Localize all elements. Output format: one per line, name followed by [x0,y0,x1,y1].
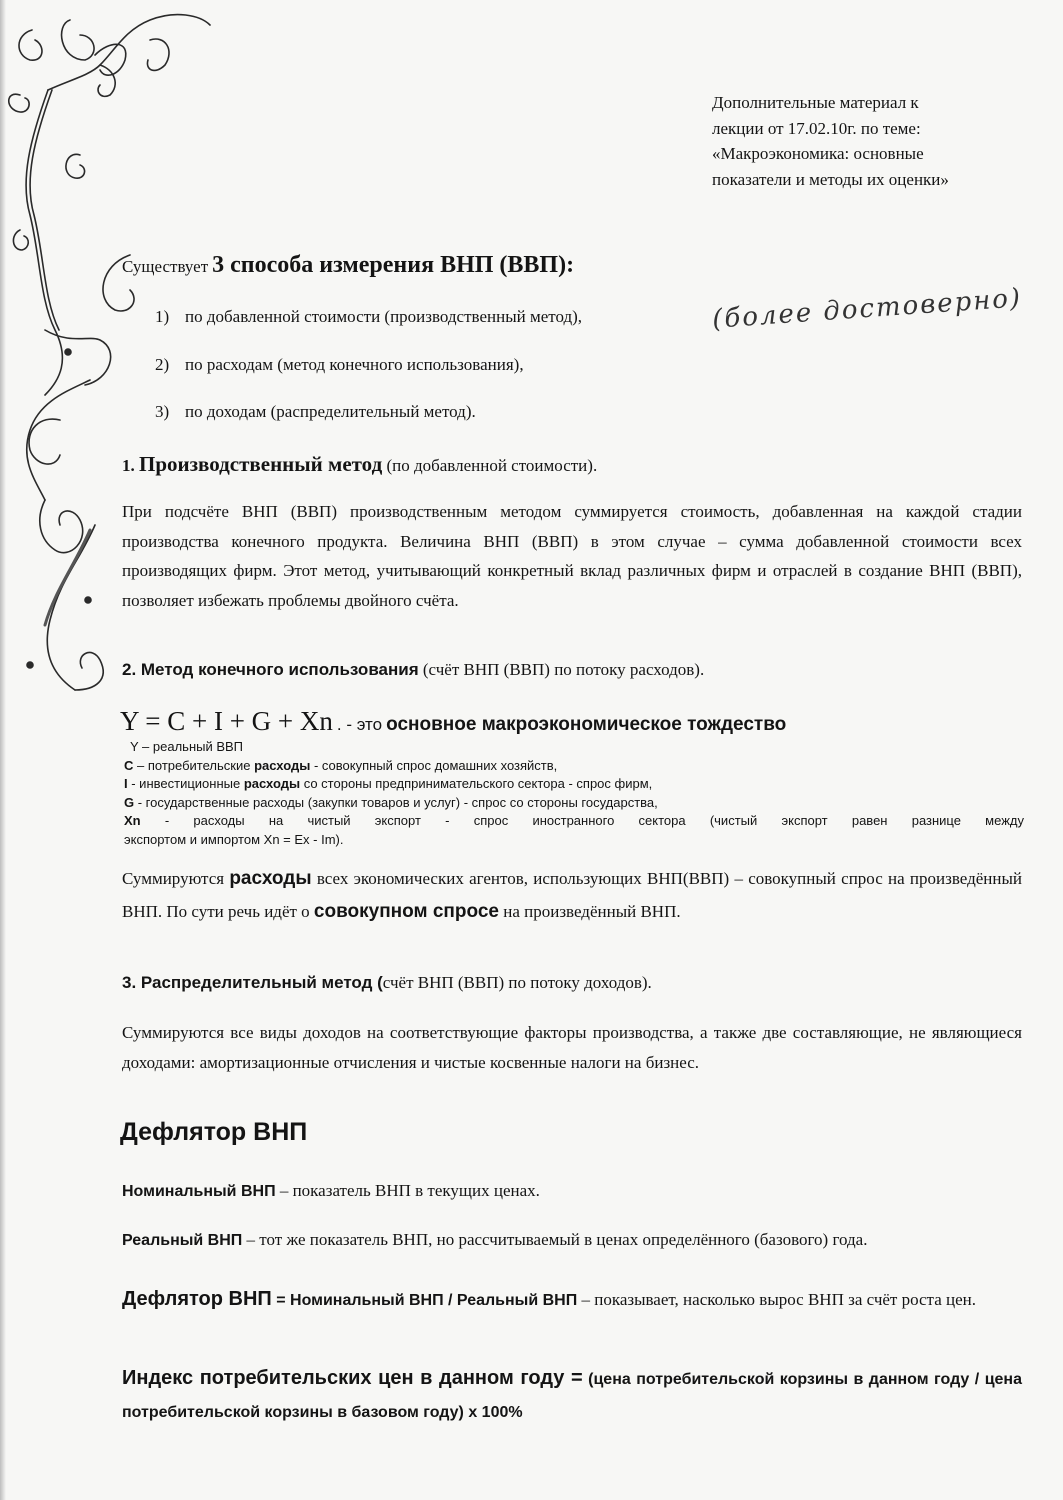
section2-paragraph [122,862,1022,928]
formula-equation: Y = C + I + G + Xn [120,706,333,736]
def-bold: расходы [243,776,301,791]
section2-subtitle: (счёт ВНП (ВВП) по потоку расходов). [422,660,705,679]
deflator-formula [122,1283,1022,1317]
list-number: 1) [155,307,170,326]
section2-title: 2. Метод конечного использования [122,660,419,679]
section3-title: 3. Распределительный метод ( [122,973,383,992]
def-symbol: C [124,757,134,773]
para-text: Суммируются [122,869,225,888]
intro-title: 3 способа измерения ВНП (ВВП): [212,252,575,278]
section3-subtitle: счёт ВНП (ВВП) по потоку доходов). [382,973,652,992]
para-bold: расходы [229,868,312,889]
deflator-formula-rest: = Номинальный ВНП / Реальный ВНП [271,1292,578,1309]
section1-heading [122,452,1022,477]
definition-row [124,738,1024,757]
def-symbol: Y [130,739,139,754]
definition-row [124,794,1024,813]
nominal-def: – показатель ВНП в текущих ценах. [275,1181,540,1200]
section3-heading [122,973,1022,993]
def-symbol: G [124,794,135,810]
para-text: на произведённый ВНП. [503,902,681,921]
para-text: всех экономических агентов, использующих ВНП(ВВП) – совокупный спрос на произведённый ВНП. По сути речь идёт о [122,869,1023,921]
section1-title: Производственный метод [139,452,383,476]
handwritten-annotation: (более достоверно) [711,283,1024,335]
real-def: – тот же показатель ВНП, но рассчитываемый в ценах определённого (базового) года. [242,1230,868,1249]
def-text: – реальный ВВП [138,739,244,754]
header-note [712,90,1052,192]
def-text: со стороны предпринимательского сектора - спрос фирм, [300,776,653,791]
section2-heading [122,660,1022,680]
real-term: Реальный ВНП [122,1232,243,1249]
section1-paragraph: При подсчёте ВНП (ВВП) производственным методом суммируется стоимость, добавленная на каждой стадии производства конечного продукта. Величина ВНП (ВВП) в этом случае – сумма добавленной стоимости всех производящих фирм. Этот метод, учитывающий конкретный вклад различных фирм и отраслей в создание ВНП (ВВП), позволяет избежать проблемы двойного счёта. [122,502,1022,610]
section1-subtitle: (по добавленной стоимости). [386,456,598,475]
deflator-formula-title: Дефлятор ВНП [122,1288,272,1310]
method-list-item [155,402,476,422]
para-bold: совокупном спросе [313,901,499,922]
def-text: - государственные расходы (закупки товаров и услуг) - спрос со стороны государства, [134,794,658,810]
section3-paragraph: Суммируются все виды доходов на соответствующие факторы производства, а также две составляющие, не являющиеся доходами: амортизационные отчисления и чистые косвенные налоги на бизнес. [122,1023,1022,1072]
header-note-line: лекции от 17.02.10г. по теме: [712,118,921,138]
intro-heading [122,252,574,279]
def-text: - совокупный спрос домашних хозяйств, [310,757,558,773]
nominal-term: Номинальный ВНП [122,1183,276,1200]
header-note-line: Дополнительные материал к [712,93,919,112]
def-text: – потребительские [133,757,255,773]
section1-number: 1. [122,456,135,475]
definition-row [124,812,1024,831]
list-text: по добавленной стоимости (производственный метод), [185,307,583,326]
deflator-formula-def: – показывает, насколько вырос ВНП за счёт роста цен. [577,1290,976,1309]
formula-tail: . - это [336,715,383,734]
cpi-rest: (цена потребительской корзины в данном году / цена потребительской корзины в базовом году) х 100% [122,1371,1022,1421]
definition-row [124,757,1024,776]
cpi-formula [122,1362,1022,1429]
list-text: по доходам (распределительный метод). [185,402,476,421]
header-note-line: показатели и методы их оценки» [712,169,949,189]
list-number: 3) [155,402,170,421]
method-list-item [155,307,582,327]
def-text: - расходы на чистый экспорт - спрос иностранного сектора (чистый экспорт равен разнице между [140,813,1024,828]
header-note-line: «Макроэкономика: основные [712,144,924,163]
list-number: 2) [155,355,170,374]
formula-label: основное макроэкономическое тождество [386,714,787,735]
list-text: по расходам (метод конечного использования), [185,355,524,374]
method-list-item [155,355,524,375]
def-bold: расходы [254,757,311,773]
definition-row-cont: экспортом и импортом Xn = Ex - Im). [124,831,344,847]
cpi-lead: Индекс потребительских цен в данном году = [122,1367,583,1389]
intro-lead: Существует [122,257,209,276]
def-symbol: I [124,776,128,791]
real-gnp-definition [122,1225,1022,1256]
definition-row [124,775,1024,794]
nominal-gnp-definition [122,1181,1022,1201]
formula-definitions [124,738,1024,849]
def-text: - инвестиционные [127,776,244,791]
def-symbol: Xn [124,813,141,828]
deflator-heading: Дефлятор ВНП [120,1118,308,1146]
identity-formula [120,706,786,737]
